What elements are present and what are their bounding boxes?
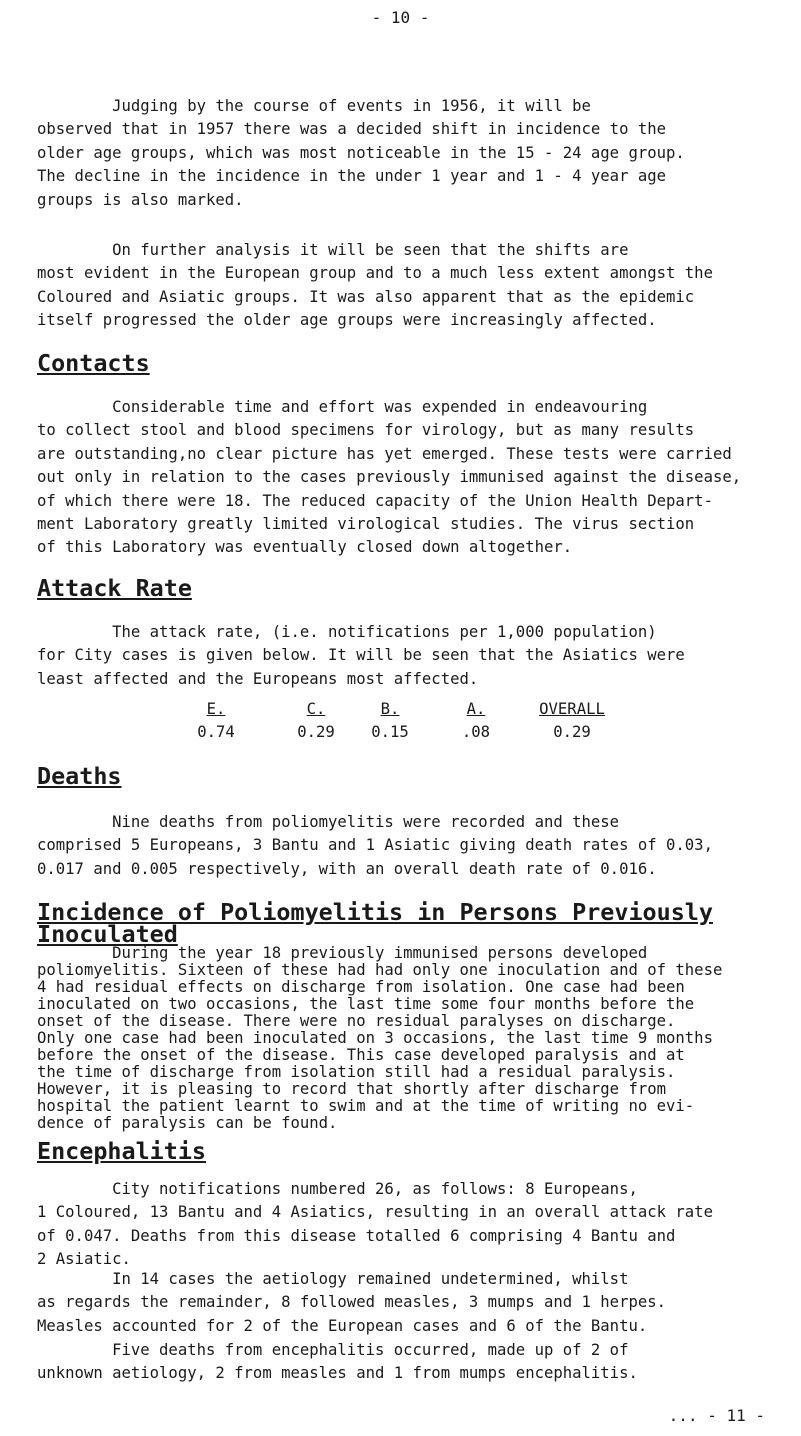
attack-rate-col-b — [370, 698, 410, 744]
rate-value: 0.74 — [197, 723, 235, 741]
rate-label: A. — [466, 700, 486, 718]
attack-rate-col-c — [296, 698, 336, 744]
rate-value: 0.29 — [553, 723, 591, 741]
intro-paragraph-1: Judging by the course of events in 1956, it will be observed that in 1957 there was a decided shift in incidence to the older age groups, which was most noticeable in the 15 - 24 age group. The decline in the incidence in the under 1 year and 1 - 4 year age groups is also marked. — [37, 97, 685, 209]
attack-rate-col-e — [196, 698, 236, 744]
inoculated-heading: Incidence of Poliomyelitis in Persons Previously Inoculated — [37, 898, 713, 948]
deaths-heading: Deaths — [37, 762, 122, 790]
encephalitis-paragraph-3: Five deaths from encephalitis occurred, made up of 2 of unknown aetiology, 2 from measles and 1 from mumps encephalitis. — [37, 1341, 638, 1383]
rate-value: .08 — [461, 723, 491, 741]
attack-rate-col-overall — [534, 698, 610, 744]
encephalitis-paragraph-1: City notifications numbered 26, as follows: 8 Europeans, 1 Coloured, 13 Bantu and 4 Asiatics, resulting in an overall attack rate of 0.047. Deaths from this disease totalled 6 comprising 4 Bantu and 2 Asiatic. — [37, 1180, 713, 1269]
page-footer: ... - 11 - — [668, 1406, 765, 1425]
page-number: - 10 - — [371, 8, 430, 27]
rate-label: B. — [380, 700, 400, 718]
rate-label: E. — [206, 700, 226, 718]
encephalitis-heading: Encephalitis — [37, 1137, 206, 1165]
contacts-heading: Contacts — [37, 349, 150, 377]
inoculated-paragraph: During the year 18 previously immunised persons developed poliomyelitis. Sixteen of these had had only one inoculation and of these 4 had residual effects on discharge from isolation. One case had been inoculated on two occasions, the last time some four months before the onset of the disease. There were no residual paralyses on discharge. Only one case had been inoculated on 3 occasions, the last time 9 months before the onset of the disease. This case developed paralysis and at the time of discharge from isolation still had a residual paralysis. However, it is pleasing to record that shortly after discharge from hospital the patient learnt to swim and at the time of writing no evi- dence of paralysis can be found. — [37, 944, 723, 1132]
attack-rate-heading: Attack Rate — [37, 574, 192, 602]
contacts-paragraph: Considerable time and effort was expended in endeavouring to collect stool and blood specimens for virology, but as many results are outstanding,no clear picture has yet emerged. These tests were carried out only in relation to the cases previously immunised against the disease, of which there were 18. The reduced capacity of the Union Health Depart- ment Laboratory greatly limited virological studies. The virus section of this Laboratory was eventually closed down altogether. — [37, 398, 742, 557]
attack-rate-col-a — [456, 698, 496, 744]
intro-paragraph-2: On further analysis it will be seen that the shifts are most evident in the European group and to a much less extent amongst the Coloured and Asiatic groups. It was also apparent that as the epidemic itself progressed the older age groups were increasingly affected. — [37, 241, 713, 330]
rate-value: 0.15 — [371, 723, 409, 741]
encephalitis-paragraph-2: In 14 cases the aetiology remained undetermined, whilst as regards the remainder, 8 followed measles, 3 mumps and 1 herpes. Measles accounted for 2 of the European cases and 6 of the Bantu. — [37, 1270, 667, 1335]
attack-rate-paragraph: The attack rate, (i.e. notifications per 1,000 population) for City cases is given below. It will be seen that the Asiatics were least affected and the Europeans most affected. — [37, 623, 685, 688]
rate-value: 0.29 — [297, 723, 335, 741]
rate-label: C. — [306, 700, 326, 718]
deaths-paragraph: Nine deaths from poliomyelitis were recorded and these comprised 5 Europeans, 3 Bantu and 1 Asiatic giving death rates of 0.03, 0.017 and 0.005 respectively, with an overall death rate of 0.016. — [37, 813, 713, 878]
rate-label: OVERALL — [539, 700, 605, 718]
